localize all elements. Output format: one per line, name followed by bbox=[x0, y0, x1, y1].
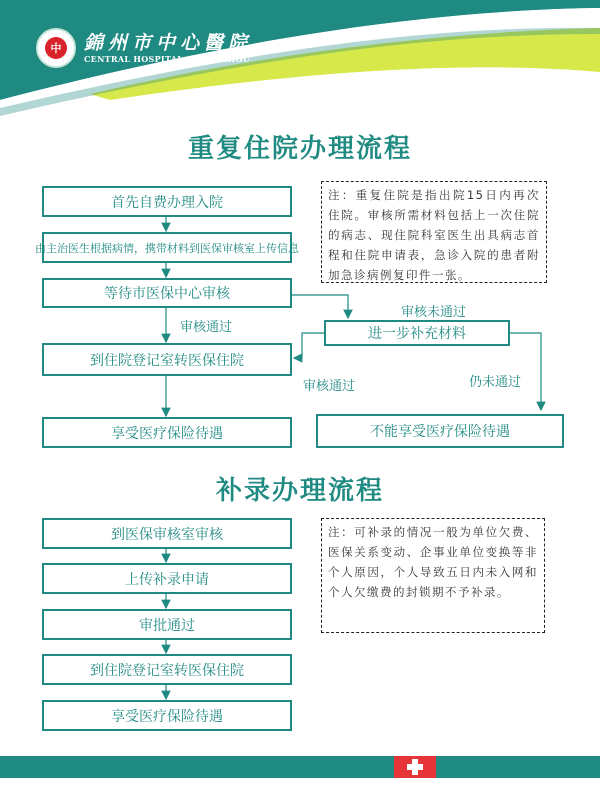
label-rejected: 审核未通过 bbox=[401, 305, 467, 320]
hospital-name-en: CENTRAL HOSPITAL OF JIN ZHOU bbox=[84, 54, 250, 64]
step-await-review: 等待市医保中心审核 bbox=[42, 278, 292, 308]
step-register-insurance: 到住院登记室转医保住院 bbox=[42, 343, 292, 376]
emblem-mark: 中 bbox=[45, 37, 67, 59]
step-self-pay-admission: 首先自费办理入院 bbox=[42, 186, 292, 217]
step-enjoy-benefits: 享受医疗保险待遇 bbox=[42, 417, 292, 448]
step-no-benefits: 不能享受医疗保险待遇 bbox=[316, 414, 564, 448]
footer-bar bbox=[0, 756, 600, 778]
label-still-rejected: 仍未通过 bbox=[469, 375, 522, 390]
step2-audit: 到医保审核室审核 bbox=[42, 518, 292, 549]
label-approved-2: 审核通过 bbox=[303, 379, 356, 394]
hospital-name-cn: 錦州市中心醫院 bbox=[84, 32, 253, 54]
label-approved-1: 审核通过 bbox=[180, 320, 233, 335]
step2-upload-request: 上传补录申请 bbox=[42, 563, 292, 594]
step2-enjoy-benefits: 享受医疗保险待遇 bbox=[42, 700, 292, 731]
section2-title: 补录办理流程 bbox=[215, 476, 384, 506]
note-supplement-record: 注：可补录的情况一般为单位欠费、医保关系变动、企事业单位变换等非个人原因，个人导致五日内未入网和个人欠缴费的封锁期不予补录。 bbox=[321, 518, 545, 633]
step2-register-insurance: 到住院登记室转医保住院 bbox=[42, 654, 292, 685]
step-upload-info: 由主治医生根据病情，携带材料到医保审核室上传信息 bbox=[42, 232, 292, 263]
red-cross-icon bbox=[394, 756, 436, 778]
note-repeat-admission: 注：重复住院是指出院15日内再次住院。审核所需材料包括上一次住院的病志、现住院科室医生出具病志首程和住院申请表，急诊入院的患者附加急诊病例复印件一张。 bbox=[321, 181, 547, 283]
step-supplement-materials: 进一步补充材料 bbox=[324, 320, 510, 346]
step2-approved: 审批通过 bbox=[42, 609, 292, 640]
section1-title: 重复住院办理流程 bbox=[187, 134, 412, 164]
